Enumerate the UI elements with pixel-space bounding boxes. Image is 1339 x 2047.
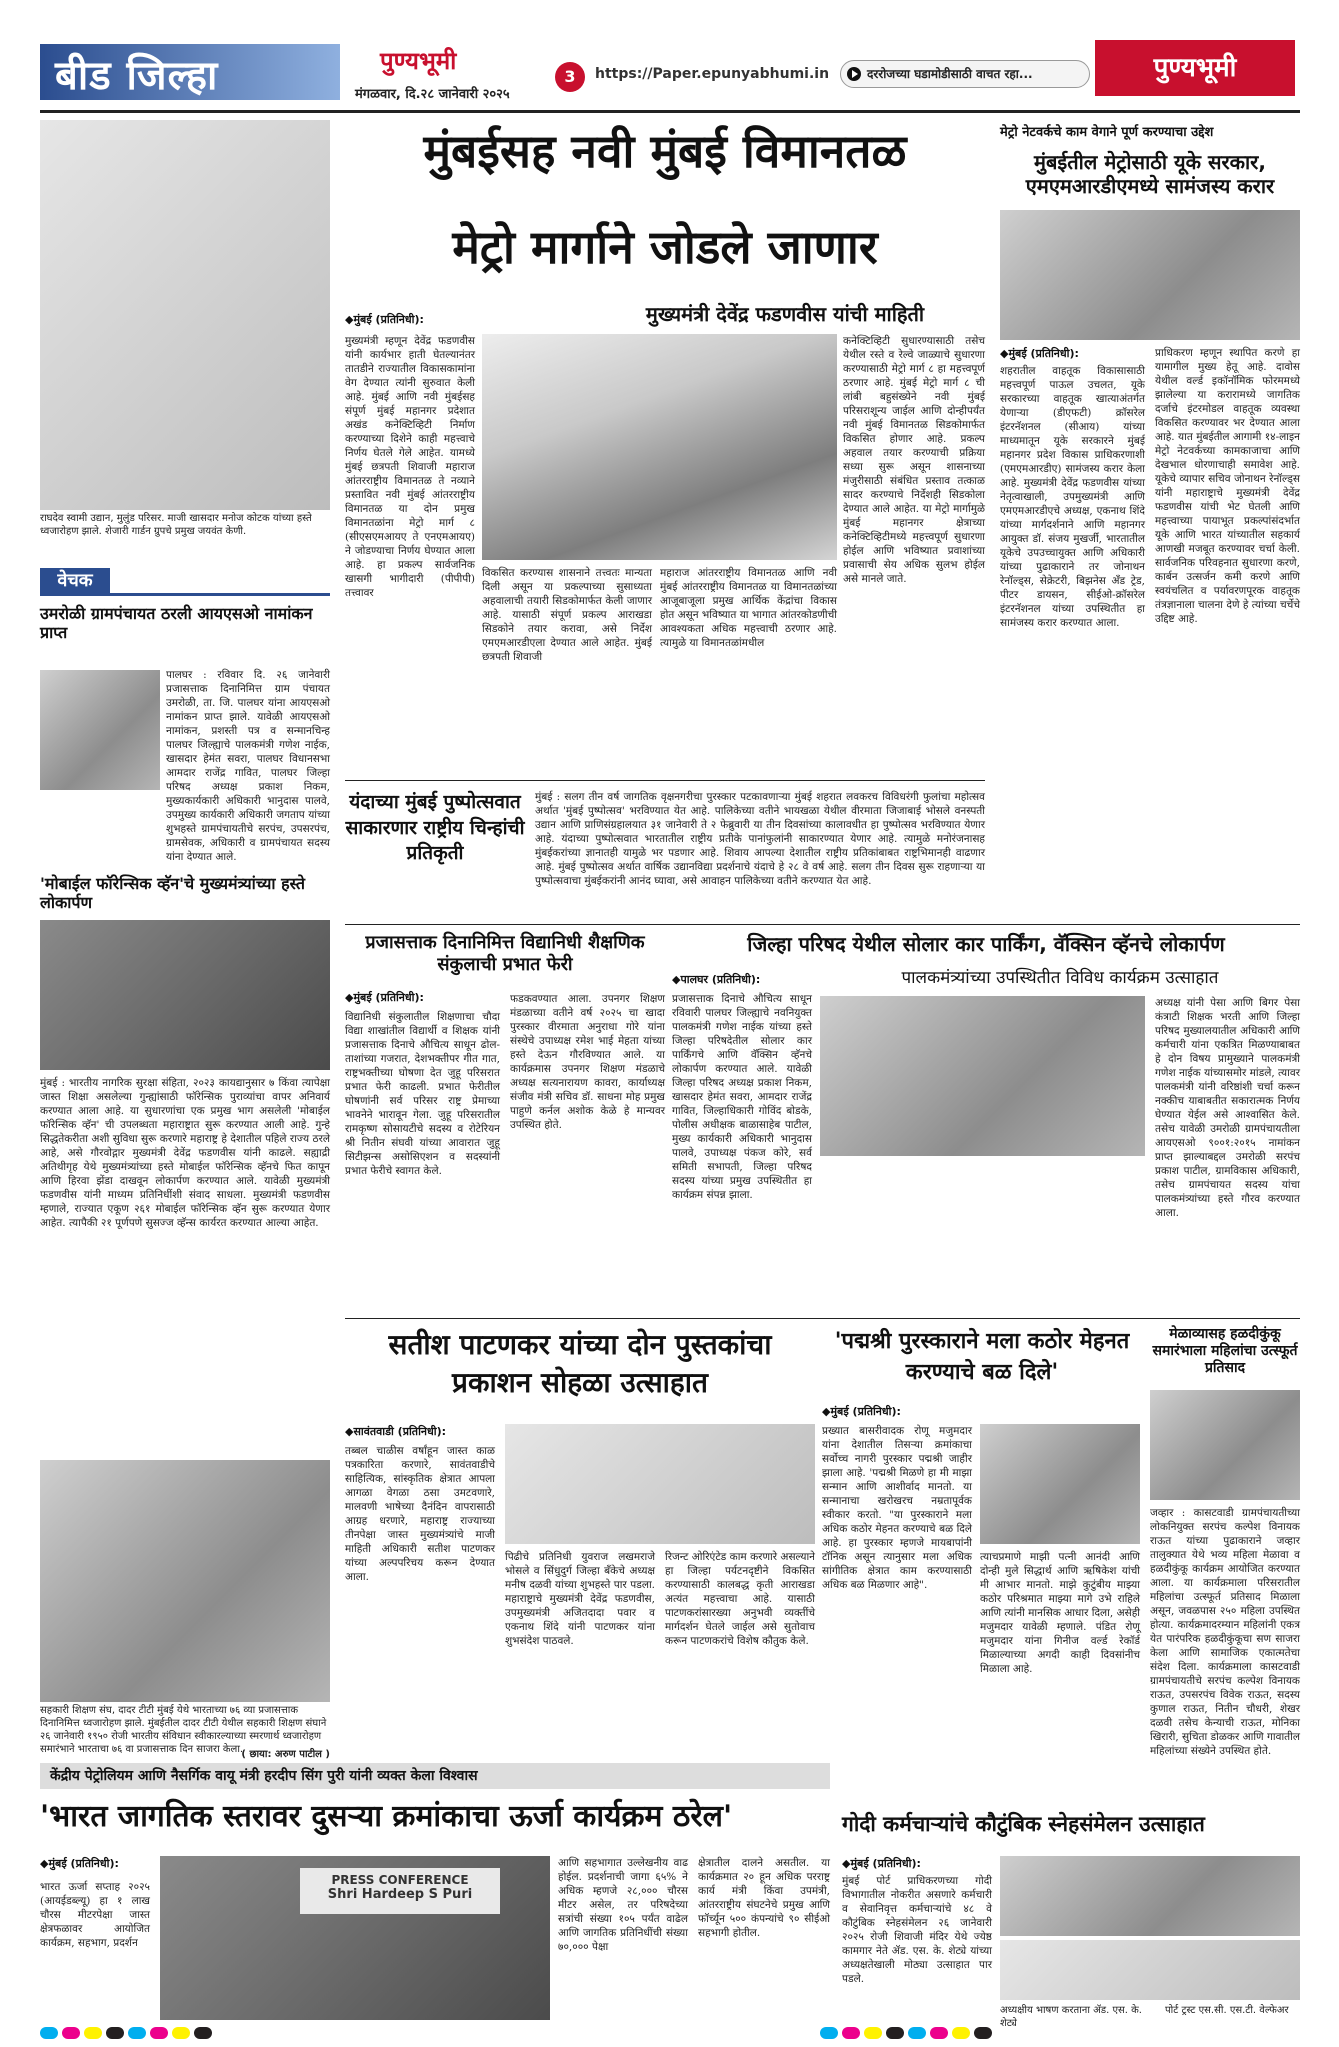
- color-swatch: [864, 2027, 882, 2039]
- vechak-rule: [40, 593, 330, 596]
- urja-headline: 'भारत जागतिक स्तरावर दुसऱ्या क्रमांकाचा ऊर्जा कार्यक्रम ठरेल': [40, 1799, 733, 1834]
- satish-col3: रिजन्ट ओरिएंटेड काम करणारे असल्याने हा जिल्हा पर्यटनदृष्टीने विकसित करण्यासाठी कालबद्ध कृती आराखडा अत्यंत महत्त्वाचा आहे. यासाठी पाटणकरांसारख्या अनुभवी व्यक्तींचे मार्गदर्शन घेतले जाईल असे सुतोवाच करून पाटणकरांचे विशेष कौतुक केले.: [665, 1551, 815, 1647]
- color-swatch: [172, 2027, 190, 2039]
- color-swatch: [40, 2027, 58, 2039]
- color-swatch: [974, 2027, 992, 2039]
- satish-photo: [505, 1424, 815, 1544]
- lead-headline-line1: मुंबईसह नवी मुंबई विमानतळ: [423, 124, 907, 178]
- vidyanidhi-headline: प्रजासत्ताक दिनानिमित्त विद्यानिधी शैक्षणिक संकुलाची प्रभात फेरी: [365, 932, 645, 975]
- satish-headline: सतीश पाटणकर यांच्या दोन पुस्तकांचा प्रकाशन सोहळा उत्साहात: [388, 1328, 772, 1399]
- solar-col2: अध्यक्ष यांनी पेसा आणि बिगर पेसा कंत्राटी शिक्षक भरती आणि जिल्हा परिषद मुख्यालयातील अधिकारी आणि कर्मचारी यांना एकत्रित मिळण्याबाबत हे दोन विषय प्रामुख्याने पालकमंत्री गणेश नाईक यांच्यासमोर मांडले, त्यावर पालकमंत्री यांनी वरिष्ठांशी चर्चा करून नक्कीच याबाबतीत सकारात्मक निर्णय घेण्यात येईल असे आश्वासित केले. तसेच यावेळी उमरोळी ग्रामपंचायतीला आयएसओ ९००१:२०१५ नामांकन प्राप्त झाल्याबद्दल उमरोळी सरपंच प्रकाश पाटील, ग्रामविकास अधिकारी, तसेच ग्रामपंचायत सदस्य यांचा पालकमंत्र्यांच्या हस्ते गौरव करण्यात आला.: [1155, 997, 1300, 1219]
- haldikunku-headline: मेळाव्यासह हळदीकुंकू समारंभाला महिलांचा उत्स्फूर्त प्रतिसाद: [1152, 1326, 1298, 1376]
- issue-date: मंगळवार, दि.२८ जानेवारी २०२५: [355, 87, 510, 102]
- padmashri-col1: प्रख्यात बासरीवादक रोणू मजुमदार यांना देशातील तिसऱ्या क्रमांकाचा सर्वोच्च नागरी पुरस्कार पद्मश्री जाहीर झाला आहे. 'पद्मश्री मिळणे हा मी माझा सन्मान आणि आशीर्वाद मानतो. या सन्मानाचा खरोखरच नम्रतापूर्वक स्वीकार करतो. "या पुरस्काराने मला अधिक कठोर मेहनत करण्याचे बळ दिले आहे. हा पुरस्कार म्हणजे मायबापांनी टॉनिक असून त्यानुसार मला अधिक सांगीतिक क्षेत्रात काम करण्यासाठी अधिक बळ मिळणार आहे".: [822, 1425, 972, 1591]
- haldikunku-photo: [1150, 1390, 1300, 1500]
- lead-col4: कनेक्टिव्हिटी सुधारण्यासाठी तसेच येथील रस्ते व रेल्वे जाळ्याचे सुधारणा करण्यासाठी मेट्रो मार्ग ८ हा महत्त्वपूर्ण ठरणार आहे. मुंबई मेट्रो मार्ग ८ ची लांबी बहुसंख्येने नवी मुंबई परिसराशून्य जाईल आणि दोन्हीपर्यंत नवी मुंबई विमानतळ सिडकोमार्फत विकसित होणार आहे. प्रकल्प अहवाल तयार करण्याची प्रक्रिया सध्या सुरू असून शासनाच्या मंजुरीसाठी संबंधित प्रस्ताव तत्काळ सादर करण्याचे निर्देशही सिडकोला देण्यात आले आहेत. या मेट्रो मार्गामुळे मुंबई महानगर क्षेत्राच्या कनेक्टिव्हिटीमध्ये महत्त्वपूर्ण सुधारणा होईल आणि भविष्यात प्रवाशांच्या प्रवासाची सेय अधिक सुलभ होईल असे मानले जाते.: [843, 335, 985, 585]
- color-swatch: [84, 2027, 102, 2039]
- lead-headline-line2: मेट्रो मार्गाने जोडले जाणार: [452, 220, 878, 274]
- color-swatch: [930, 2027, 948, 2039]
- urja-dateline: ◆ मुंबई (प्रतिनिधी):: [40, 1856, 119, 1871]
- urja-col2: आणि सहभागात उल्लेखनीय वाढ होईल. प्रदर्शनाची जागा ६५% ने अधिक म्हणजे २८,००० चौरस मीटर असेल, तर परिषदेच्या सत्रांची संख्या १०५ पर्यंत वाढेल आणि जागतिक प्रतिनिधींची संख्या ७०,००० पेक्षा: [558, 1857, 688, 1953]
- website-link[interactable]: https://Paper.epunyabhumi.in: [595, 66, 830, 82]
- press-board: [300, 1868, 500, 1914]
- flower-show-body: मुंबई : सलग तीन वर्ष जागतिक वृक्षनगरीचा पुरस्कार पटकावणाऱ्या मुंबई शहरात लवकरच विविधरंगी फुलांचा महोत्सव अर्थात 'मुंबई पुष्पोत्सव' भरविण्यात येत आहे. पालिकेच्या वतीने भायखळा येथील वीरमाता जिजाबाई भोसले वनस्पती उद्यान आणि प्राणिसंग्रहालयात ३१ जानेवारी ते २ फेब्रुवारी या तीन दिवसांच्या कालावधीत हा पुष्पोत्सव भरविण्यात येणार आहे. यंदाच्या पुष्पोत्सवात भारतातील राष्ट्रीय प्रतीके पानांफुलांनी साकारण्यात येणार आहे. त्यामुळे मनोरंजनासह मुंबईकरांच्या ज्ञानातही यामुळे भर पडणार आहे. शिवाय आपल्या देशातील राष्ट्रीय प्रतिकांबाबत राष्ट्रभिमानही वाढणार आहे. मुंबई पुष्पोत्सव अर्थात वार्षिक उद्यानविद्या प्रदर्शनाचे यंदाचे हे २८ वे वर्ष आहे. सलग तीन दिवस सुरू राहणाऱ्या या पुष्पोत्सवाचा मुंबईकरांनी आनंद घ्यावा, असे आवाहन पालिकेच्या वतीने करण्यात येत आहे.: [535, 791, 985, 887]
- godi-body: मुंबई पोर्ट प्राधिकरणच्या गोदी विभागातील नोकरीत असणारे कर्मचारी व सेवानिवृत्त कर्मचाऱ्यांचे ४८ वे कौटुंबिक स्नेहसंमेलन २६ जानेवारी २०२५ रोजी शिवाजी मंदिर येथे ज्येष्ठ कामगार नेते ॲड. एस. के. शेट्ये यांच्या अध्यक्षतेखाली मोठ्या उत्साहात पार पडले.: [842, 1875, 992, 1985]
- vidyanidhi-dateline: ◆ मुंबई (प्रतिनिधी):: [345, 990, 424, 1005]
- urja-col1: भारत ऊर्जा सप्ताह २०२५ (आयईडब्ल्यू) हा १ लाख चौरस मीटरपेक्षा जास्त क्षेत्रफळावर आयोजित कार्यक्रम, सहभाग, प्रदर्शन: [40, 1881, 150, 1949]
- tagline-text: दररोजच्या घडामोडीसाठी वाचत रहा...: [867, 67, 1033, 81]
- metro-train-photo: [482, 334, 837, 560]
- color-swatch: [106, 2027, 124, 2039]
- vechak-section-label: वेचक: [40, 568, 110, 594]
- color-swatch: [62, 2027, 80, 2039]
- color-swatch: [128, 2027, 146, 2039]
- godi-headline: गोदी कर्मचाऱ्यांचे कौटुंबिक स्नेहसंमेलन उत्साहात: [842, 1812, 1205, 1836]
- vidyanidhi-col1: विद्यानिधी संकुलातील शिक्षणाचा चौदा विद्या शाखांतील विद्यार्थी व शिक्षक यांनी प्रजासत्ताक दिनाचे औचित्य साधून ढोल-ताशांच्या गजरात, देशभक्तीपर गीत गात, राष्ट्रभक्तीच्या घोषणा देत जुहू परिसरात प्रभात फेरी काढली. प्रभात फेरीतील घोषणांनी सर्व परिसर राष्ट्र प्रेमाच्या भावनेने भारावून गेला. जुहू परिसरातील रामकृष्ण सोसायटीचे सदस्य व रोटेरियन श्री नितीन संघवी यांच्या आवारात जुहू सिटीझन्स असोसिएशन व सदस्यांनी प्रभात फेरीचे स्वागत केले.: [345, 1011, 500, 1177]
- sahkari-flag-photo: [40, 1460, 330, 1702]
- haldikunku-body: जव्हार : कासटवाडी ग्रामपंचायतीच्या लोकनियुक्त सरपंच कल्पेश विनायक राऊत यांच्या पुढाकाराने जव्हार तालुक्यात येथे भव्य महिला मेळावा व हळदीकुंकू कार्यक्रम आयोजित करण्यात आला. या कार्यक्रमाला परिसरातील महिलांचा उत्स्फूर्त प्रतिसाद मिळाला असून, जवळपास २५० महिला उपस्थित होत्या. कार्यक्रमादरम्यान महिलांनी एकत्र येत पारंपरिक हळदीकुंकूचा सण साजरा केला आणि सामाजिक एकात्मतेचा संदेश दिला. कार्यक्रमाला कासटवाडी ग्रामपंचायतीचे सरपंच कल्पेश विनायक राऊत, उपसरपंच विवेक राऊत, सदस्य कुणाल राऊत, नितीन चौधरी, शेखर दळवी तसेच केन्याची राऊत, मोनिका खिरारी, सुचिता डोळकर आणि गावातील महिलांच्या संख्येने उपस्थित होते.: [1150, 1507, 1300, 1757]
- forensic-van-body: मुंबई : भारतीय नागरिक सुरक्षा संहिता, २०२३ कायद्यानुसार ७ किंवा त्यापेक्षा जास्त शिक्षा असलेल्या गुन्ह्यांसाठी फॉरेन्सिक पुराव्यांचा वापर अनिवार्य करण्यात आला आहे. या सुधारणांचा एक प्रमुख भाग असलेली 'मोबाईल फॉरेन्सिक व्हॅन' ची उपलब्धता महाराष्ट्रात सुरू करण्यात आली आहे. गुन्हे सिद्धतेकरीता अशी सुविधा सुरू करणारे महाराष्ट्र हे देशातील पहिले राज्य ठरले आहे, असे गौरवोद्गार मुख्यमंत्री देवेंद्र फडणवीस यांनी काढले. सह्याद्री अतिथीगृह येथे मुख्यमंत्र्यांच्या हस्ते मोबाईल फॉरेन्सिक व्हॅनचे फित कापून आणि हिरवा झेंडा दाखवून लोकार्पण करण्यात आले. यावेळी मुख्यमंत्री फडणवीस यांनी माध्यम प्रतिनिधींशी संवाद साधला. मुख्यमंत्री फडणवीस म्हणाले, राज्यात एकूण २६१ मोबाईल फॉरेन्सिक व्हॅन सुरू करण्यात येणार आहेत. त्यापैकी २१ पूर्णपणे सुसज्ज व्हॅन्स कार्यरत करण्यात आल्या आहेत.: [40, 1077, 330, 1229]
- umroli-body: पालघर : रविवार दि. २६ जानेवारी प्रजासत्ताक दिनानिमित्त ग्राम पंचायत उमरोळी, ता. जि. पालघर यांना आयएसओ नामांकन प्राप्त झाले. यावेळी आयएसओ नामांकन, प्रशस्ती पत्र व सन्मानचिन्ह पालघर जिल्ह्याचे पालकमंत्री गणेश नाईक, खासदार हेमंत सवरा, पालघर विधानसभा आमदार राजेंद्र गावित, पालघर जिल्हा परिषद अध्यक्ष प्रकाश निकम, मुख्यकार्यकारी अधिकारी भानुदास पालवे, उपमुख्य कार्यकारी अधिकारी जगताप यांच्या शुभहस्ते ग्रामपंचायतीचे सरपंच, उपसरपंच, ग्रामसेवक, अधिकारी व ग्रामपंचायत सदस्य यांना देण्यात आले.: [166, 669, 330, 863]
- padmashri-headline: 'पद्मश्री पुरस्काराने मला कठोर मेहनत करण्याचे बळ दिले': [834, 1328, 1130, 1385]
- color-swatch: [820, 2027, 838, 2039]
- vidyanidhi-col2: फडकवण्यात आला. उपनगर शिक्षण मंडळाच्या वतीने वर्ष २०२५ चा खादा पुरस्कार वीरमाता अनुराधा गोरे यांना संस्थेचे उपाध्यक्ष रमेश भाई मेहता यांच्या हस्ते देऊन गौरविण्यात आले. या कार्यक्रमास उपनगर शिक्षण मंडळाचे अध्यक्ष सत्यनारायण कावरा, कार्याध्यक्ष संजीव मंत्री सचिव डॉ. साधना मोह प्रमुख पाहुणे कर्नल अशोक केळे हे मान्यवर उपस्थित होते.: [510, 993, 665, 1131]
- color-swatch: [842, 2027, 860, 2039]
- flower-show-headline: यंदाच्या मुंबई पुष्पोत्सवात साकारणार राष्ट्रीय चिन्हांची प्रतिकृती: [345, 791, 525, 865]
- urja-col3: क्षेत्रातील दालने असतील. या कार्यक्रमात २० हून अधिक परराष्ट्र कार्य मंत्री किंवा उपमंत्री, आंतरराष्ट्रीय संघटनेचे प्रमुख आणि फॉर्च्यून ५०० कंपन्यांचे ९० सीईओ सहभागी होतील.: [698, 1857, 830, 1939]
- divider: [345, 924, 1300, 925]
- color-swatch: [908, 2027, 926, 2039]
- godi-caption-2: पोर्ट ट्रस्ट एस.सी. एस.टी. वेल्फेअर: [1165, 2005, 1289, 2016]
- godi-caption-1: अध्यक्षीय भाषण करताना ॲड. एस. के. शेट्ये: [1000, 2005, 1142, 2029]
- color-swatch: [150, 2027, 168, 2039]
- uk-metro-photo: [1000, 210, 1300, 340]
- page-number: 3: [555, 62, 585, 92]
- forensic-van-photo: [40, 920, 330, 1070]
- solar-dateline: ◆ पालघर (प्रतिनिधी):: [672, 972, 760, 987]
- edition-title: बीड जिल्हा: [55, 52, 219, 99]
- solar-headline: जिल्हा परिषद येथील सोलार कार पार्किंग, वॅक्सिन व्हॅनचे लोकार्पण: [747, 932, 1225, 956]
- satish-col1: तब्बल चाळीस वर्षांहून जास्त काळ पत्रकारिता करणारे, सावंतवाडीचे साहित्यिक, सांस्कृतिक क्षेत्रात आपला आगळा वेगळा ठसा उमटवणारे, मालवणी भाषेच्या दैनंदिन वापरासाठी आग्रह धरणारे, महाराष्ट्र राज्याच्या तीनपेक्षा जास्त मुख्यमंत्र्यांचे माजी माहिती अधिकारी सतीश पाटणकर यांच्या अल्पपरिचय करून देण्यात आला.: [345, 1445, 495, 1583]
- ronu-majumdar-photo: [980, 1424, 1140, 1544]
- press-board-name: Shri Hardeep S Puri: [327, 1887, 473, 1902]
- urja-kicker: केंद्रीय पेट्रोलियम आणि नैसर्गिक वायू मंत्री हरदीप सिंग पुरी यांनी व्यक्त केला विश्वास: [40, 1763, 830, 1789]
- padmashri-dateline: ◆ मुंबई (प्रतिनिधी):: [822, 1404, 901, 1419]
- press-board-title: PRESS CONFERENCE: [331, 1873, 469, 1887]
- divider: [345, 1318, 1300, 1319]
- lead-col3: महाराज आंतरराष्ट्रीय विमानतळ आणि नवी मुंबई आंतरराष्ट्रीय विमानतळ या विमानतळांच्या आजूबाजूला प्रमुख आर्थिक केंद्रांचा विकास होत असून भविष्यात या भागात आंतरकोडणीची आवश्यकता अधिक महत्त्वाची ठरणार आहे. त्यामुळे या विमानतळांमधील: [660, 567, 838, 649]
- solar-subhead: पालकमंत्र्यांच्या उपस्थितीत विविध कार्यक्रम उत्साहात: [901, 968, 1219, 988]
- satish-dateline: ◆ सावंतवाडी (प्रतिनिधी):: [345, 1424, 446, 1439]
- lead-dateline: ◆ मुंबई (प्रतिनिधी):: [345, 312, 424, 327]
- padmashri-col2: त्याचप्रमाणे माझी पत्नी आनंदी आणि दोन्ही मुले सिद्धार्थ आणि ऋषिकेश यांची मी आभार मानतो. माझे कुटुंबीय माझ्या कठोर परिश्रमात माझ्या मागे उभे राहिले आणि त्यांनी मानसिक आधार दिला, असेही मजुमदार यावेळी म्हणाले. पंडित रोणू मजुमदार यांना गिनीज वर्ल्ड रेकॉर्ड मिळाल्याच्या अगदी काही दिवसांनीच मिळाला आहे.: [980, 1551, 1140, 1675]
- brand-logo: पुण्यभूमी: [1095, 40, 1295, 96]
- color-swatch: [952, 2027, 970, 2039]
- color-swatch: [886, 2027, 904, 2039]
- sahkari-flag-caption: सहकारी शिक्षण संघ, दादर टीटी मुंबई येथे भारताच्या ७६ व्या प्रजासत्ताक दिनानिमित्त ध्वजारोहण झाले. मुंबईतील दादर टीटी येथील सहकारी शिक्षण संघाने २६ जानेवारी १९५० रोजी भारतीय संविधान स्वीकारल्याच्या स्मरणार्थ ध्वजारोहण समारंभाने भारताचा ७६ वा प्रजासत्ताक दिन साजरा केला.: [40, 1705, 327, 1755]
- solar-photo: [820, 996, 1145, 1156]
- satish-col2: पिढीचे प्रतिनिधी युवराज लखमराजे भोसले व सिंधुदुर्ग जिल्हा बँकेचे अध्यक्ष मनीष दळवी यांच्या शुभहस्ते पार पडला. महाराष्ट्राचे मुख्यमंत्री देवेंद्र फडणवीस, उपमुख्यमंत्री अजितदादा पवार व एकनाथ शिंदे यांनी पाटणकर यांना शुभसंदेश पाठवले.: [505, 1551, 655, 1647]
- play-icon: [847, 67, 861, 81]
- tagline-pill: [840, 60, 1090, 88]
- uk-metro-kicker: मेट्रो नेटवर्कचे काम वेगाने पूर्ण करण्याचा उद्देश: [1000, 125, 1214, 140]
- flag-hoisting-caption: राघदेव स्वामी उद्यान, मुलुंड परिसर. माजी खासदार मनोज कोटक यांच्या हस्ते ध्वजारोहण झाले. शेजारी गार्डन ग्रुपचे प्रमुख जयवंत केणी.: [40, 513, 312, 537]
- godi-dateline: ◆ मुंबई (प्रतिनिधी):: [842, 1856, 921, 1871]
- umroli-headline: उमरोळी ग्रामपंचायत ठरली आयएसओ नामांकन प्राप्त: [40, 604, 313, 643]
- color-swatch: [194, 2027, 212, 2039]
- uk-metro-dateline: ◆ मुंबई (प्रतिनिधी):: [1000, 346, 1079, 361]
- forensic-van-headline: 'मोबाईल फॉरेन्सिक व्हॅन'चे मुख्यमंत्र्यांच्या हस्ते लोकार्पण: [40, 874, 305, 913]
- lead-col2: विकसित करण्यास शासनाने तत्त्वतः मान्यता दिली असून या प्रकल्पाच्या सुसाध्यता अहवालाची तयारी सिडकोमार्फत केली जाणार आहे. यासाठी संपूर्ण प्रकल्प आराखडा सिडकोने तयार करावा, असे निर्देश एमएमआरडीएला देण्यात आले आहेत. मुंबई छत्रपती शिवाजी: [482, 567, 652, 663]
- uk-metro-col1: शहरातील वाहतूक विकासासाठी महत्त्वपूर्ण पाऊल उचलत, यूके सरकारच्या वाहतूक खात्याअंतर्गत येणाऱ्या (डीएफटी) क्रॉसरेल इंटरनॅशनल (सीआय) यांच्या माध्यमातून यूके सरकारने मुंबई महानगर प्रदेश विकास प्राधिकरणाशी (एमएमआरडीए) सामंजस्य करार केला आहे. मुख्यमंत्री देवेंद्र फडणवीस यांच्या नेतृत्वाखाली, उपमुख्यमंत्री आणि एमएमआरडीएचे अध्यक्ष, एकनाथ शिंदे यांच्या मार्गदर्शनाने आणि महानगर आयुक्त डॉ. संजय मुखर्जी, भारतातील यूकेचे उपउच्चायुक्त आणि अधिकारी यांच्या पुढाकाराने तर जोनाथन रेनॉल्ड्स, सेक्रेटरी, बिझनेस अँड ट्रेड, पीटर डायसन, सीईओ-क्रॉसरेल इंटरनॅशनल यांच्या उपस्थितीत हा सामंजस्य करार करण्यात आला.: [1000, 365, 1145, 629]
- divider: [345, 780, 985, 781]
- godi-photo-2: [1000, 1940, 1300, 2000]
- masthead: [0, 0, 1339, 110]
- photo-credit: ( छाया: अरुण पाटील ): [241, 1749, 330, 1760]
- brand-name: पुण्यभूमी: [380, 46, 457, 75]
- lead-subhead: मुख्यमंत्री देवेंद्र फडणवीस यांची माहिती: [645, 302, 925, 326]
- godi-photo-1: [1000, 1856, 1300, 1936]
- uk-metro-col2: प्राधिकरण म्हणून स्थापित करणे हा यामागील मुख्य हेतू आहे. दावोस येथील वर्ल्ड इकॉनॉमिक फोरममध्ये झालेल्या या करारामध्ये जागतिक दर्जाचे इंटरमोडल वाहतूक व्यवस्था विकसित करण्यावर भर देण्यात आला आहे. यात मुंबईतील आगामी १४-लाइन मेट्रो नेटवर्कच्या कामकाजाचा आणि देखभाल धोरणाचाही समावेश आहे. यूकेचे व्यापार सचिव जोनाथन रेनॉल्ड्स यांनी महाराष्ट्राचे मुख्यमंत्री देवेंद्र फडणवीस यांची भेट घेतली आणि महत्त्वाच्या पायाभूत प्रकल्पांसंदर्भात यूके आणि भारत यांच्यातील सहकार्य आणखी मजबूत करण्यावर चर्चा केली. सार्वजनिक परिवहनात सुधारणा करणे, कार्बन उत्सर्जन कमी करणे आणि स्वयंचलित व पर्यावरणपूरक वाहतूक तंत्रज्ञानाला चालना देणे हे त्यांच्या चर्चेचे उद्दिष्ट आहे.: [1155, 347, 1300, 625]
- flag-hoisting-photo: [40, 120, 330, 510]
- uk-metro-headline: मुंबईतील मेट्रोसाठी यूके सरकार, एमएमआरडीएमध्ये सामंजस्य करार: [1025, 150, 1275, 198]
- masthead-rule: [40, 110, 1300, 113]
- solar-col1: प्रजासत्ताक दिनाचे औचित्य साधून रविवारी पालघर जिल्ह्याचे नवनियुक्त पालकमंत्री गणेश नाईक यांच्या हस्ते जिल्हा परिषदेतील सोलार कार पार्किंगचे आणि वॅक्सिन व्हॅनचे लोकार्पण करण्यात आले. यावेळी जिल्हा परिषद अध्यक्ष प्रकाश निकम, खासदार हेमंत सवरा, आमदार राजेंद्र गावित, जिल्हाधिकारी गोविंद बोडके, पोलीस अधीक्षक बाळासाहेब पाटील, मुख्य कार्यकारी अधिकारी भानुदास पालवे, उपाध्यक्ष पंकज कोरे, सर्व समिती सभापती, जिल्हा परिषद सदस्य यांच्या प्रमुख उपस्थितीत हा कार्यक्रम संपन्न झाला.: [672, 993, 812, 1201]
- lead-col1: मुख्यमंत्री म्हणून देवेंद्र फडणवीस यांनी कार्यभार हाती घेतल्यानंतर तातडीने राज्यातील विकासकामांना वेग देण्यात त्यांनी सुरुवात केली आहे. मुंबई आणि नवी मुंबईसह संपूर्ण मुंबई महानगर प्रदेशात अखंड कनेक्टिव्हिटी निर्माण करण्याच्या दिशेने काही महत्त्वाचे निर्णय घेतले गेले आहेत. यामध्ये मुंबई छत्रपती शिवाजी महाराज आंतरराष्ट्रीय विमानतळ ते नव्याने प्रस्तावित नवी मुंबई आंतरराष्ट्रीय विमानतळ या दोन प्रमुख विमानतळांना मेट्रो मार्ग ८ (सीएसएमआयए ते एनएमआयए) ने जोडण्याचा निर्णय घेण्यात आला आहे. हा प्रकल्प सार्वजनिक खासगी भागीदारी (पीपीपी) तत्त्वावर: [345, 335, 475, 599]
